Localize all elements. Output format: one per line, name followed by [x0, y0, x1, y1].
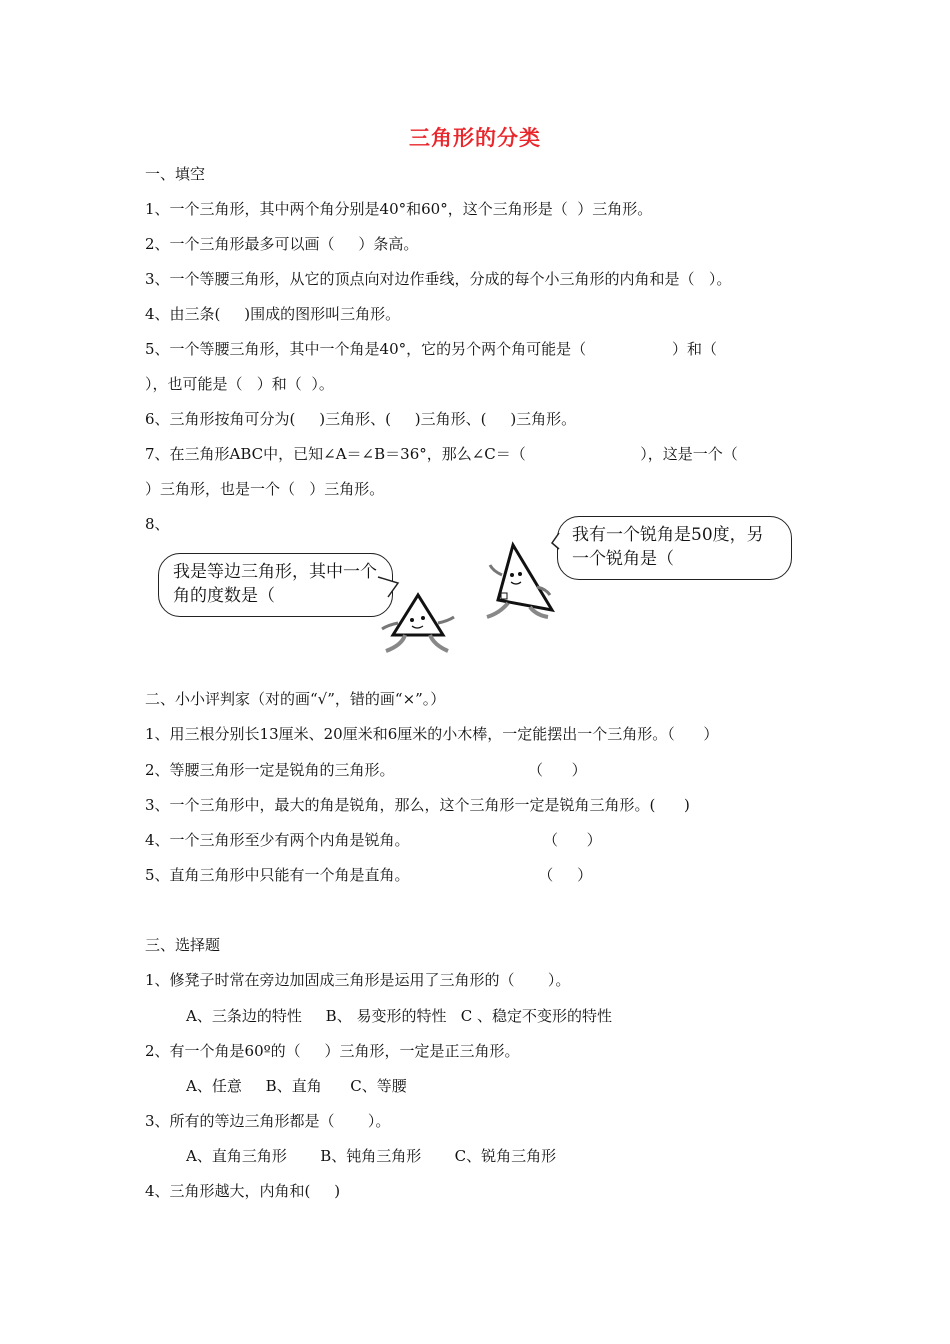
choice-question: 2、有一个角是60º的（ ）三角形，一定是正三角形。	[145, 1042, 520, 1060]
judge-question: 3、一个三角形中，最大的角是锐角，那么，这个三角形一定是锐角三角形。( )	[145, 796, 690, 814]
choice-question: 3、所有的等边三角形都是（ ）。	[145, 1112, 391, 1130]
equilateral-triangle-character	[382, 595, 454, 651]
speech-bubble-left: 我是等边三角形，其中一个角的度数是（	[158, 553, 393, 617]
section2-heading: 二、小小评判家（对的画“√”，错的画“×”。）	[145, 690, 446, 708]
fill-question: 8、	[145, 515, 170, 533]
fill-question: 3、一个等腰三角形，从它的顶点向对边作垂线，分成的每个小三角形的内角和是（ ）。	[145, 270, 732, 288]
page-title: 三角形的分类	[409, 125, 541, 150]
fill-question: 7、在三角形ABC中，已知∠A＝∠B＝36°，那么∠C＝（ ），这是一个（	[145, 445, 738, 463]
choice-question: 1、修凳子时常在旁边加固成三角形是运用了三角形的（ ）。	[145, 971, 571, 989]
fill-question: 2、一个三角形最多可以画（ ）条高。	[145, 235, 419, 253]
judge-question: 1、用三根分别长13厘米、20厘米和6厘米的小木棒，一定能摆出一个三角形。（ ）	[145, 725, 719, 743]
bubble-tail-left	[378, 577, 398, 597]
fill-question-continued: ）三角形，也是一个（ ）三角形。	[145, 480, 385, 498]
section3-heading: 三、选择题	[145, 936, 221, 954]
judge-question: 5、直角三角形中只能有一个角是直角。 （ ）	[145, 866, 593, 884]
judge-question: 4、一个三角形至少有两个内角是锐角。 （ ）	[145, 831, 602, 849]
fill-question: 4、由三条( )围成的图形叫三角形。	[145, 305, 401, 323]
speech-bubble-right: 我有一个锐角是50度，另一个锐角是（	[557, 516, 792, 580]
choice-options: A、直角三角形 B、钝角三角形 C、锐角三角形	[186, 1147, 557, 1165]
triangle-cartoon-illustration	[150, 505, 620, 665]
choice-question: 4、三角形越大，内角和( )	[145, 1182, 341, 1200]
choice-options: A、三条边的特性 B、 易变形的特性 C 、稳定不变形的特性	[186, 1007, 613, 1025]
section1-heading: 一、填空	[145, 165, 206, 183]
judge-question: 2、等腰三角形一定是锐角的三角形。 （ ）	[145, 761, 587, 779]
fill-question: 6、三角形按角可分为( )三角形、( )三角形、( )三角形。	[145, 410, 577, 428]
choice-options: A、任意 B、直角 C、等腰	[186, 1077, 407, 1095]
fill-question: 1、一个三角形，其中两个角分别是40°和60°，这个三角形是（ ）三角形。	[145, 200, 653, 218]
fill-question: 5、一个等腰三角形，其中一个角是40°，它的另个两个角可能是（ ）和（	[145, 340, 717, 358]
right-triangle-character	[487, 545, 552, 617]
bubble-tail-right	[552, 533, 559, 549]
fill-question-continued: ），也可能是（ ）和（ ）。	[145, 375, 334, 393]
